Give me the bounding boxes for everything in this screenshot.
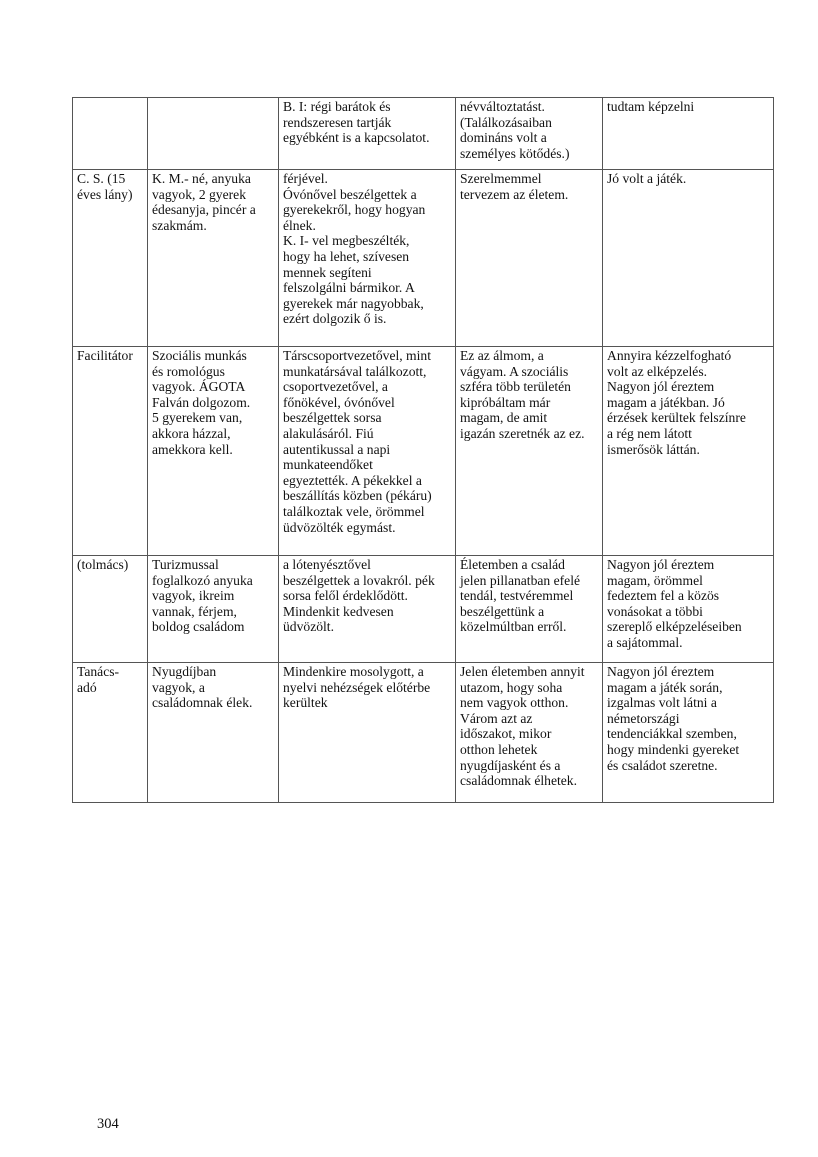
table-cell-reflection: Életemben a család jelen pillanatban efelé tendál, testvéremmel beszélgettünk a közelmúltban erről. [456,556,603,663]
table-row [73,170,774,347]
table-cell-reflection: Jelen életemben annyit utazom, hogy soha nem vagyok otthon. Várom azt az időszakot, mikor otthon lehetek nyugdíjasként és a családomnak élhetek. [456,663,603,803]
table-cell-identity: Szociális munkás és romológus vagyok. ÁGOTA Falván dolgozom. 5 gyerekem van, akkora házzal, amekkora kell. [148,347,279,556]
table-cell-encounters: Mindenkire mosolygott, a nyelvi nehézségek előtérbe kerültek [279,663,456,803]
page-number: 304 [97,1116,119,1132]
table-cell-encounters: a lótenyésztővel beszélgettek a lovakról. pék sorsa felől érdeklődött. Mindenkit kedvesen üdvözölt. [279,556,456,663]
table-cell-role: C. S. (15 éves lány) [73,170,148,347]
table-cell-reflection: Szerelmemmel tervezem az életem. [456,170,603,347]
table-cell-role: (tolmács) [73,556,148,663]
table-cell-encounters: Társcsoportvezetővel, mint munkatársával találkozott, csoportvezetővel, a főnökével, óvónővel beszélgettek sorsa alakulásáról. Fiú autentikussal a napi munkateendőket egyeztették. A pékekkel a beszállítás közben (pékáru) találkoztak vele, örömmel üdvözölték egymást. [279,347,456,556]
table-row [73,98,774,170]
table-cell-identity: Nyugdíjban vagyok, a családomnak élek. [148,663,279,803]
table-cell-reflection: Ez az álmom, a vágyam. A szociális szféra több területén kipróbáltam már magam, de amit igazán szeretnék az ez. [456,347,603,556]
table-cell-feelings: Jó volt a játék. [603,170,774,347]
roleplay-table [72,97,774,803]
table-cell-role: Tanács- adó [73,663,148,803]
table-cell-encounters: B. I: régi barátok és rendszeresen tartják egyébként is a kapcsolatot. [279,98,456,170]
table-cell-feelings: Annyira kézzelfogható volt az elképzelés. Nagyon jól éreztem magam a játékban. Jó érzések kerültek felszínre a rég nem látott ismerősök láttán. [603,347,774,556]
table-cell-feelings: tudtam képzelni [603,98,774,170]
table-cell-encounters: férjével. Óvónővel beszélgettek a gyerekekről, hogy hogyan élnek. K. I- vel megbeszélték, hogy ha lehet, szívesen mennek segíteni felszolgálni bármikor. A gyerekek már nagyobbak, ezért dolgozik ő is. [279,170,456,347]
table-cell-identity [148,98,279,170]
table-cell-feelings: Nagyon jól éreztem magam a játék során, izgalmas volt látni a németországi tendenciákkal szemben, hogy mindenki gyereket és családot szeretne. [603,663,774,803]
table-row [73,556,774,663]
table-cell-identity: Turizmussal foglalkozó anyuka vagyok, ikreim vannak, férjem, boldog családom [148,556,279,663]
table-cell-feelings: Nagyon jól éreztem magam, örömmel fedeztem fel a közös vonásokat a többi szereplő elképzeléseiben a sajátommal. [603,556,774,663]
table-cell-reflection: névváltoztatást. (Találkozásaiban domináns volt a személyes kötődés.) [456,98,603,170]
table-cell-identity: K. M.- né, anyuka vagyok, 2 gyerek édesanyja, pincér a szakmám. [148,170,279,347]
table-cell-role [73,98,148,170]
table-cell-role: Facilitátor [73,347,148,556]
table-row [73,347,774,556]
table-row [73,663,774,803]
